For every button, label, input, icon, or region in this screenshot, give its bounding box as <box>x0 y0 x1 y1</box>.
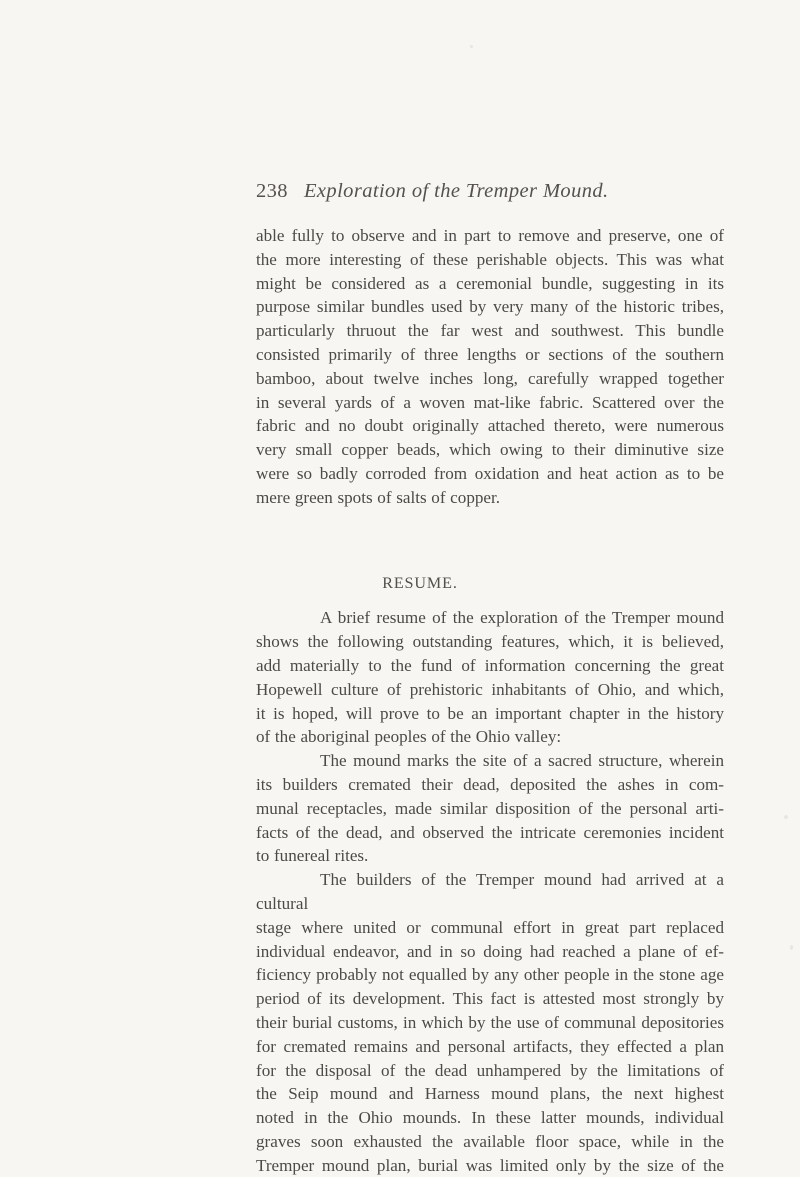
text-line: ficiency probably not equalled by any other people in the stone age <box>256 965 724 985</box>
continuation-paragraph <box>256 224 724 510</box>
text-line: in several yards of a woven mat-like fabric. Scattered over the <box>256 392 724 412</box>
text-line: the Seip mound and Harness mound plans, the next highest <box>256 1084 724 1104</box>
text-line: of the aboriginal peoples of the Ohio valley: <box>256 727 562 747</box>
page-number: 238 <box>256 180 288 202</box>
running-head <box>256 180 796 212</box>
text-line: able fully to observe and in part to remove and preserve, one of <box>256 226 724 245</box>
paper-speck <box>790 945 793 950</box>
text-line: might be considered as a ceremonial bundle, suggesting in its <box>256 273 724 293</box>
text-line: Hopewell culture of prehistoric inhabitants of Ohio, and which, <box>256 679 724 699</box>
text-line: for the disposal of the dead unhampered by the limitations of <box>256 1060 724 1080</box>
text-line: for cremated remains and personal artifacts, they effected a plan <box>256 1036 724 1056</box>
text-line: The mound marks the site of a sacred structure, wherein <box>320 751 724 771</box>
text-line: fabric and no doubt originally attached thereto, were numerous <box>256 416 724 436</box>
text-line: their burial customs, in which by the use of communal depositories <box>256 1012 724 1032</box>
text-line: particularly thruout the far west and southwest. This bundle <box>256 321 724 341</box>
text-line: Tremper mound plan, burial was limited only by the size of the <box>256 1155 724 1175</box>
text-line: purpose similar bundles used by very many of the historic tribes, <box>256 297 724 317</box>
text-line: its builders cremated their dead, deposited the ashes in com- <box>256 774 724 794</box>
text-line: munal receptacles, made similar disposition of the personal arti- <box>256 798 724 818</box>
text-line: facts of the dead, and observed the intricate ceremonies incident <box>256 822 724 842</box>
paragraph-builders <box>256 868 724 1177</box>
paper-speck <box>470 45 473 48</box>
text-line: stage where united or communal effort in great part replaced <box>256 917 724 937</box>
running-title: Exploration of the Tremper Mound. <box>304 180 609 202</box>
body-text <box>256 224 724 1177</box>
text-line: it is hoped, will prove to be an important chapter in the history <box>256 703 724 723</box>
text-line: noted in the Ohio mounds. In these latter mounds, individual <box>256 1108 724 1128</box>
text-line: the more interesting of these perishable objects. This was what <box>256 249 724 269</box>
text-line: The builders of the Tremper mound had arrived at a cultural <box>256 870 724 913</box>
section-heading: RESUME. <box>382 574 458 592</box>
text-line: individual endeavor, and in so doing had reached a plane of ef- <box>256 941 724 961</box>
text-line: period of its development. This fact is attested most strongly by <box>256 989 724 1009</box>
text-line: to funereal rites. <box>256 846 369 866</box>
paper-speck <box>784 815 788 819</box>
text-line: consisted primarily of three lengths or sections of the southern <box>256 344 724 364</box>
text-line: were so badly corroded from oxidation and heat action as to be <box>256 463 724 483</box>
text-line: bamboo, about twelve inches long, carefully wrapped together <box>256 368 724 388</box>
paragraph-resume-intro <box>256 606 724 749</box>
text-line: graves soon exhausted the available floor space, while in the <box>256 1131 724 1151</box>
text-line: A brief resume of the exploration of the Tremper mound <box>320 608 724 628</box>
paragraph-mound-site <box>256 749 724 868</box>
text-line: shows the following outstanding features, which, it is believed, <box>256 632 724 652</box>
text-line: mere green spots of salts of copper. <box>256 487 501 507</box>
text-line: add materially to the fund of information concerning the great <box>256 655 724 675</box>
text-line: very small copper beads, which owing to their diminutive size <box>256 440 724 460</box>
